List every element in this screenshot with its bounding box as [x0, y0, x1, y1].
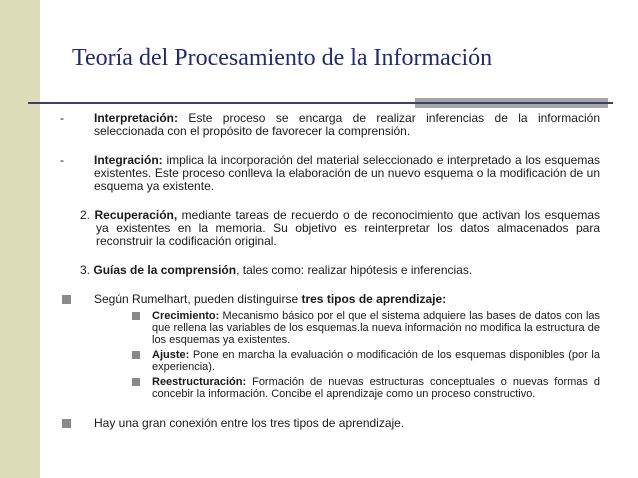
closing-item [60, 417, 600, 430]
closing-text: Hay una gran conexión entre los tres tipos de aprendizaje. [94, 416, 405, 430]
dash-marker: - [60, 153, 64, 167]
slide-content [60, 112, 600, 430]
slide-title: Teoría del Procesamiento de la Información [72, 45, 493, 71]
item-term: Ajuste: [152, 349, 190, 361]
item-text: Formación de nuevas estructuras conceptuales o nuevas formas d concebir la información. Concibe el aprendizaje como un proceso constructivo. [152, 376, 600, 400]
item-term: Crecimiento: [152, 310, 220, 322]
square-bullet-icon [132, 378, 140, 386]
item-term: Guías de la comprensión [93, 263, 237, 277]
item-term: Interpretación: [94, 111, 179, 125]
item-term: Integración: [94, 153, 163, 167]
item-term: Reestructuración: [152, 376, 247, 388]
left-decorative-band [0, 0, 40, 478]
list-item-ajuste [128, 349, 600, 373]
item-text: Pone en marcha la evaluación o modificación de los esquemas disponibles (por la experiencia). [152, 349, 600, 373]
item-text: mediante tareas de recuerdo o de reconocimiento que activan los esquemas ya existentes en la memoria. Su objetivo es reinterpretar los datos almacenados para reconstruir la codificación original. [96, 208, 600, 248]
item-text: Mecanismo básico por el que el sistema adquiere las bases de datos con las que rellena las variables de los esquemas.la nueva información no modifica la estructura de los esquemas ya existentes. [152, 310, 600, 346]
number-marker: 2. [80, 208, 91, 222]
dash-marker: - [60, 111, 64, 125]
item-text: Este proceso se encarga de realizar inferencias de la información seleccionada con el propósito de favorecer la comprensión. [94, 111, 600, 138]
square-bullet-icon [132, 312, 140, 320]
item-text: Según Rumelhart, pueden distinguirse [94, 292, 302, 306]
item-interpretacion [60, 112, 600, 138]
square-bullet-icon [132, 351, 140, 359]
square-bullet-icon [62, 295, 71, 304]
title-underline [28, 102, 613, 104]
item-term: Recuperación, [94, 208, 178, 222]
item-integracion [60, 154, 600, 193]
list-item-reestructuracion [128, 376, 600, 400]
rumelhart-item [60, 293, 600, 400]
learning-types-list [128, 310, 600, 400]
title-accent-bar-bottom [415, 104, 608, 108]
item-term: tres tipos de aprendizaje: [301, 292, 447, 306]
list-item-crecimiento [128, 310, 600, 346]
item-guias [76, 264, 600, 277]
number-marker: 3. [80, 263, 91, 277]
item-text: implica la incorporación del material seleccionado e interpretado a los esquemas existentes. Este proceso conlleva la elaboración de un nuevo esquema o la modificación de un esquema ya existente. [94, 153, 600, 193]
item-text: , tales como: realizar hipótesis e inferencias. [236, 263, 473, 277]
square-bullet-icon [62, 419, 71, 428]
item-recuperacion [76, 209, 600, 248]
